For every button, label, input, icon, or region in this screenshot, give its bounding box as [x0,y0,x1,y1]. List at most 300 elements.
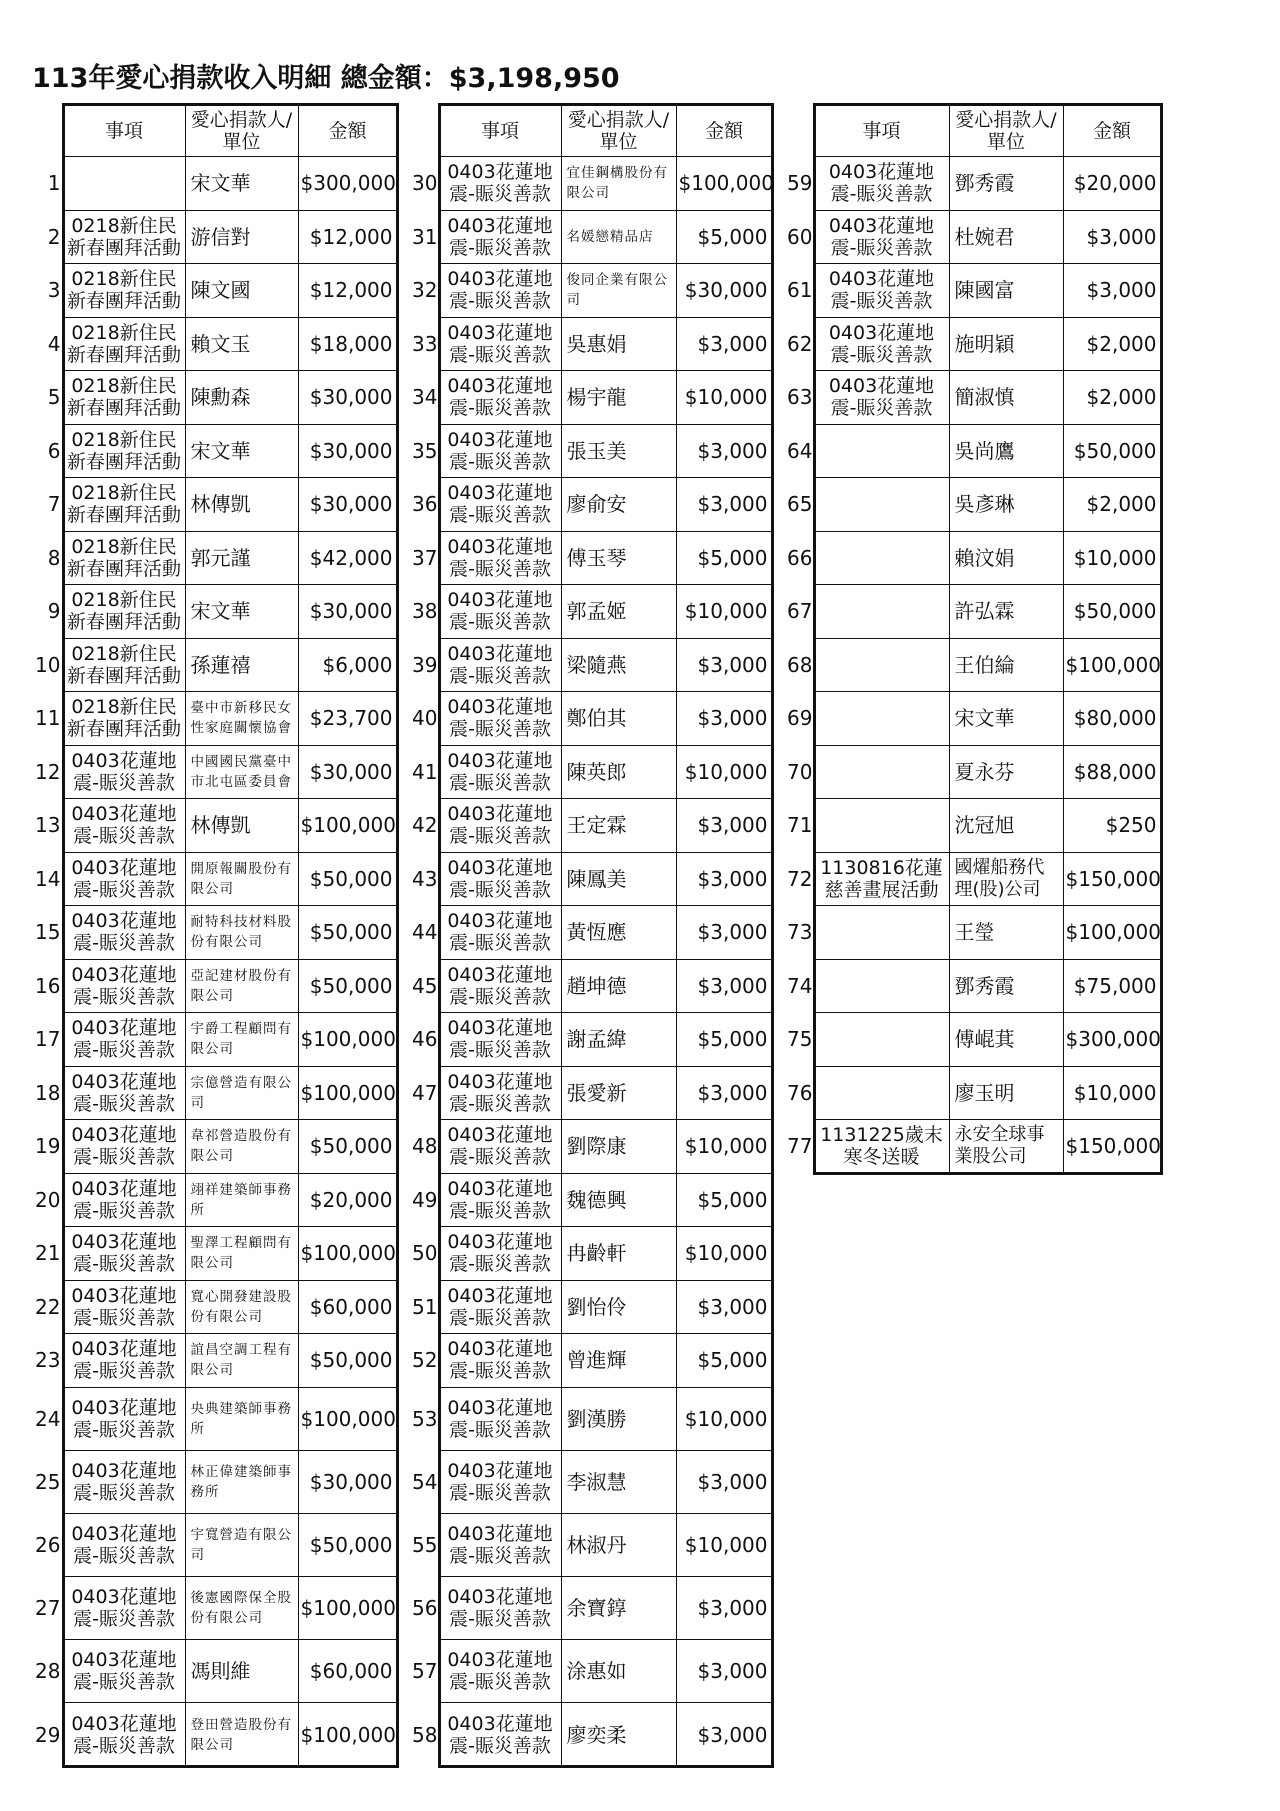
row-number: 46 [412,1027,438,1052]
table-row [29,585,397,639]
table-row [29,1640,397,1703]
amount-cell: $50,000 [298,959,397,1013]
donor-cell: 臺中市新移民女性家庭關懷協會 [185,692,298,746]
event-cell: 0403花蓮地震-賑災善款 [814,157,949,211]
row-number: 21 [35,1241,61,1266]
donor-cell: 宇爵工程顧問有限公司 [185,1013,298,1067]
table-row [410,157,772,211]
donor-cell: 梁隨燕 [561,638,676,692]
donor-cell: 俊同企業有限公司 [561,264,676,318]
donor-cell: 宋文華 [185,157,298,211]
amount-cell: $50,000 [298,852,397,906]
row-number: 64 [787,438,813,463]
donor-cell: 王定霖 [561,799,676,853]
donor-cell: 誼昌空調工程有限公司 [185,1334,298,1388]
table-row [785,264,1161,318]
table-row [410,1513,772,1576]
amount-cell: $30,000 [298,424,397,478]
amount-cell: $3,000 [676,906,772,960]
row-number: 49 [412,1187,438,1212]
amount-cell: $300,000 [1063,1013,1161,1067]
donor-cell: 韋祁營造股份有限公司 [185,1120,298,1174]
event-cell [814,638,949,692]
row-number: 47 [412,1080,438,1105]
amount-cell: $30,000 [298,1450,397,1513]
table-row [410,1280,772,1334]
donor-cell: 謝孟緯 [561,1013,676,1067]
table-row [410,745,772,799]
donor-cell: 宋文華 [949,692,1063,746]
event-cell: 0403花蓮地震-賑災善款 [439,959,561,1013]
table-row [410,799,772,853]
table-row [410,1066,772,1120]
header-donor: 愛心捐款人/單位 [949,105,1063,157]
amount-cell: $250 [1063,799,1161,853]
table-row [410,1173,772,1227]
event-cell: 0403花蓮地震-賑災善款 [439,1173,561,1227]
row-number: 10 [35,652,61,677]
event-cell: 0218新住民新春團拜活動 [63,210,185,264]
header-amount: 金額 [676,105,772,157]
amount-cell: $3,000 [676,1640,772,1703]
row-number: 59 [787,171,813,196]
header-no [785,105,814,157]
donor-cell: 冉齡軒 [561,1227,676,1281]
table-row [29,906,397,960]
donor-cell: 施明穎 [949,317,1063,371]
donor-cell: 王伯綸 [949,638,1063,692]
table-row [29,799,397,853]
donor-cell: 張玉美 [561,424,676,478]
table-row [410,1387,772,1450]
donor-cell: 林淑丹 [561,1513,676,1576]
row-number: 70 [787,759,813,784]
event-cell: 0218新住民新春團拜活動 [63,478,185,532]
event-cell: 0403花蓮地震-賑災善款 [63,1513,185,1576]
row-number: 48 [412,1134,438,1159]
event-cell: 0403花蓮地震-賑災善款 [439,210,561,264]
row-number: 22 [35,1294,61,1319]
amount-cell: $3,000 [676,852,772,906]
table-row [410,1227,772,1281]
event-cell: 0403花蓮地震-賑災善款 [814,317,949,371]
table-row [785,157,1161,211]
row-number: 51 [412,1294,438,1319]
row-number: 42 [412,813,438,838]
amount-cell: $300,000 [298,157,397,211]
event-cell: 0403花蓮地震-賑災善款 [814,210,949,264]
event-cell: 0403花蓮地震-賑災善款 [439,1577,561,1640]
row-number: 66 [787,545,813,570]
row-number: 9 [47,599,61,624]
row-number: 55 [412,1532,438,1557]
row-number: 71 [787,813,813,838]
table-header-row [785,105,1161,157]
table-row [410,585,772,639]
event-cell [814,799,949,853]
amount-cell: $6,000 [298,638,397,692]
donor-cell: 寬心開發建設股份有限公司 [185,1280,298,1334]
event-cell: 0403花蓮地震-賑災善款 [814,264,949,318]
event-cell: 0403花蓮地震-賑災善款 [63,959,185,1013]
event-cell: 0218新住民新春團拜活動 [63,692,185,746]
amount-cell: $30,000 [298,478,397,532]
table-row [29,1120,397,1174]
table-row [410,531,772,585]
event-cell: 0218新住民新春團拜活動 [63,371,185,425]
donor-cell: 吳惠娟 [561,317,676,371]
table-row [410,852,772,906]
event-cell [814,692,949,746]
header-no [410,105,439,157]
donor-cell: 陳勳森 [185,371,298,425]
donor-cell: 楊宇龍 [561,371,676,425]
amount-cell: $10,000 [676,371,772,425]
amount-cell: $30,000 [298,585,397,639]
amount-cell: $30,000 [676,264,772,318]
row-number: 76 [787,1080,813,1105]
donor-cell: 林正偉建築師事務所 [185,1450,298,1513]
donor-cell: 陳文國 [185,264,298,318]
table-row [29,959,397,1013]
event-cell: 0403花蓮地震-賑災善款 [439,799,561,853]
row-number: 7 [47,492,61,517]
header-event: 事項 [814,105,949,157]
row-number: 17 [35,1027,61,1052]
row-number: 31 [412,224,438,249]
header-event: 事項 [63,105,185,157]
header-amount: 金額 [298,105,397,157]
event-cell: 0403花蓮地震-賑災善款 [439,906,561,960]
donor-cell: 賴汶娟 [949,531,1063,585]
amount-cell: $10,000 [1063,1066,1161,1120]
table-row [785,1066,1161,1120]
amount-cell: $150,000 [1063,852,1161,906]
table-row [29,1387,397,1450]
event-cell: 0403花蓮地震-賑災善款 [439,1066,561,1120]
donor-cell: 傅崐萁 [949,1013,1063,1067]
event-cell: 0403花蓮地震-賑災善款 [63,1703,185,1766]
amount-cell: $5,000 [676,1334,772,1388]
table-row [410,1640,772,1703]
table-row [785,424,1161,478]
table-row [785,585,1161,639]
table-row [785,371,1161,425]
event-cell: 0403花蓮地震-賑災善款 [439,157,561,211]
table-row [410,478,772,532]
amount-cell: $100,000 [298,1703,397,1766]
event-cell [814,585,949,639]
row-number: 28 [35,1659,61,1684]
amount-cell: $12,000 [298,264,397,318]
event-cell: 0403花蓮地震-賑災善款 [439,1450,561,1513]
row-number: 29 [35,1722,61,1747]
event-cell: 0403花蓮地震-賑災善款 [439,317,561,371]
table-row [29,1703,397,1766]
donor-cell: 余寶錞 [561,1577,676,1640]
amount-cell: $10,000 [676,585,772,639]
event-cell: 0403花蓮地震-賑災善款 [63,799,185,853]
donor-cell: 曾進輝 [561,1334,676,1388]
header-event: 事項 [439,105,561,157]
amount-cell: $60,000 [298,1640,397,1703]
table-row [29,1227,397,1281]
table-row [29,745,397,799]
row-number: 35 [412,438,438,463]
row-number: 73 [787,920,813,945]
row-number: 8 [47,545,61,570]
event-cell: 0403花蓮地震-賑災善款 [63,1334,185,1388]
event-cell [814,1013,949,1067]
amount-cell: $3,000 [676,424,772,478]
row-number: 56 [412,1596,438,1621]
table-row [785,478,1161,532]
table-row [29,1450,397,1513]
table-row [29,1513,397,1576]
amount-cell: $3,000 [676,1703,772,1766]
row-number: 38 [412,599,438,624]
event-cell: 0403花蓮地震-賑災善款 [63,1013,185,1067]
row-number: 13 [35,813,61,838]
table-row [29,692,397,746]
row-number: 44 [412,920,438,945]
table-row [29,478,397,532]
event-cell: 0403花蓮地震-賑災善款 [439,745,561,799]
table-row [410,264,772,318]
event-cell: 0403花蓮地震-賑災善款 [439,1120,561,1174]
row-number: 19 [35,1134,61,1159]
donor-cell: 廖玉明 [949,1066,1063,1120]
row-number: 6 [47,438,61,463]
donor-cell: 游信對 [185,210,298,264]
amount-cell: $3,000 [676,1066,772,1120]
amount-cell: $30,000 [298,745,397,799]
row-number: 58 [412,1722,438,1747]
donor-cell: 劉際康 [561,1120,676,1174]
donor-cell: 鄧秀霞 [949,157,1063,211]
row-number: 57 [412,1659,438,1684]
table-row [785,852,1161,906]
row-number: 60 [787,224,813,249]
header-amount: 金額 [1063,105,1161,157]
event-cell [814,745,949,799]
amount-cell: $18,000 [298,317,397,371]
row-number: 20 [35,1187,61,1212]
amount-cell: $100,000 [298,1013,397,1067]
amount-cell: $100,000 [1063,638,1161,692]
page-title: 113年愛心捐款收入明細 總金額：$3,198,950 [32,63,620,94]
table-row [410,1703,772,1766]
amount-cell: $100,000 [298,1387,397,1450]
amount-cell: $3,000 [676,1577,772,1640]
event-cell: 1130816花蓮慈善畫展活動 [814,852,949,906]
event-cell: 0403花蓮地震-賑災善款 [439,852,561,906]
table-row [410,1577,772,1640]
amount-cell: $50,000 [298,906,397,960]
event-cell: 0218新住民新春團拜活動 [63,424,185,478]
table-row [410,906,772,960]
donor-cell: 涂惠如 [561,1640,676,1703]
donor-cell: 央典建築師事務所 [185,1387,298,1450]
amount-cell: $5,000 [676,1013,772,1067]
amount-cell: $23,700 [298,692,397,746]
row-number: 63 [787,385,813,410]
table-row [29,371,397,425]
donor-cell: 郭元謹 [185,531,298,585]
donor-cell: 林傳凱 [185,478,298,532]
donor-cell: 宋文華 [185,424,298,478]
event-cell: 0218新住民新春團拜活動 [63,264,185,318]
table-row [29,157,397,211]
event-cell: 0403花蓮地震-賑災善款 [63,1640,185,1703]
donor-cell: 廖奕柔 [561,1703,676,1766]
row-number: 61 [787,278,813,303]
event-cell: 0403花蓮地震-賑災善款 [63,1227,185,1281]
amount-cell: $80,000 [1063,692,1161,746]
donor-cell: 宜佳鋼構股份有限公司 [561,157,676,211]
donor-cell: 宋文華 [185,585,298,639]
donor-cell: 孫蓮禧 [185,638,298,692]
amount-cell: $3,000 [676,959,772,1013]
event-cell: 0403花蓮地震-賑災善款 [439,1640,561,1703]
table-row [29,424,397,478]
amount-cell: $50,000 [298,1334,397,1388]
amount-cell: $75,000 [1063,959,1161,1013]
table-row [29,1577,397,1640]
table-row [410,210,772,264]
event-cell: 0403花蓮地震-賑災善款 [439,264,561,318]
donor-cell: 陳國富 [949,264,1063,318]
row-number: 4 [47,331,61,356]
table-row [29,1013,397,1067]
table-row [29,264,397,318]
event-cell: 0403花蓮地震-賑災善款 [63,1173,185,1227]
row-number: 41 [412,759,438,784]
event-cell: 0218新住民新春團拜活動 [63,585,185,639]
donor-cell: 郭孟姬 [561,585,676,639]
amount-cell: $20,000 [1063,157,1161,211]
donor-cell: 賴文玉 [185,317,298,371]
amount-cell: $2,000 [1063,317,1161,371]
table-row [29,317,397,371]
donor-cell: 後憲國際保全股份有限公司 [185,1577,298,1640]
event-cell [814,478,949,532]
table-header-row [29,105,397,157]
table-row [29,1334,397,1388]
amount-cell: $100,000 [298,1577,397,1640]
table-row [785,638,1161,692]
table-row [29,1066,397,1120]
event-cell: 0218新住民新春團拜活動 [63,638,185,692]
table-row [410,317,772,371]
amount-cell: $10,000 [1063,531,1161,585]
event-cell: 0403花蓮地震-賑災善款 [63,852,185,906]
amount-cell: $60,000 [298,1280,397,1334]
table-row [785,799,1161,853]
donor-cell: 鄧秀霞 [949,959,1063,1013]
event-cell: 1131225歲末寒冬送暖 [814,1120,949,1174]
donor-cell: 鄭伯其 [561,692,676,746]
row-number: 2 [47,224,61,249]
table-row [410,1334,772,1388]
table-row [410,424,772,478]
amount-cell: $10,000 [676,1513,772,1576]
event-cell: 0403花蓮地震-賑災善款 [439,424,561,478]
row-number: 32 [412,278,438,303]
event-cell: 0218新住民新春團拜活動 [63,317,185,371]
amount-cell: $3,000 [676,1450,772,1513]
amount-cell: $3,000 [676,317,772,371]
table-row [29,852,397,906]
amount-cell: $100,000 [298,799,397,853]
donor-cell: 聖澤工程顧問有限公司 [185,1227,298,1281]
row-number: 30 [412,171,438,196]
amount-cell: $88,000 [1063,745,1161,799]
donor-cell: 沈冠旭 [949,799,1063,853]
event-cell: 0403花蓮地震-賑災善款 [63,906,185,960]
amount-cell: $30,000 [298,371,397,425]
event-cell: 0403花蓮地震-賑災善款 [439,371,561,425]
event-cell: 0403花蓮地震-賑災善款 [439,638,561,692]
donor-cell: 杜婉君 [949,210,1063,264]
row-number: 40 [412,706,438,731]
table-row [29,210,397,264]
row-number: 15 [35,920,61,945]
event-cell: 0403花蓮地震-賑災善款 [63,1450,185,1513]
donor-cell: 簡淑慎 [949,371,1063,425]
amount-cell: $3,000 [676,478,772,532]
table-row [29,638,397,692]
event-cell: 0403花蓮地震-賑災善款 [439,692,561,746]
amount-cell: $100,000 [1063,906,1161,960]
table-row [410,371,772,425]
amount-cell: $5,000 [676,531,772,585]
row-number: 37 [412,545,438,570]
donor-cell: 黃恆應 [561,906,676,960]
row-number: 45 [412,973,438,998]
event-cell [814,424,949,478]
table-row [785,959,1161,1013]
table-row [785,745,1161,799]
donor-cell: 吳彥琳 [949,478,1063,532]
header-donor: 愛心捐款人/單位 [561,105,676,157]
event-cell: 0403花蓮地震-賑災善款 [63,1577,185,1640]
amount-cell: $100,000 [676,157,772,211]
amount-cell: $50,000 [298,1120,397,1174]
row-number: 36 [412,492,438,517]
donor-cell: 中國國民黨臺中市北屯區委員會 [185,745,298,799]
table-row [785,1120,1161,1174]
amount-cell: $42,000 [298,531,397,585]
amount-cell: $3,000 [676,692,772,746]
donation-table-2 [410,104,773,1767]
event-cell [63,157,185,211]
amount-cell: $100,000 [298,1227,397,1281]
event-cell: 0403花蓮地震-賑災善款 [439,1387,561,1450]
row-number: 3 [47,278,61,303]
event-cell: 0403花蓮地震-賑災善款 [439,1334,561,1388]
donor-cell: 登田營造股份有限公司 [185,1703,298,1766]
event-cell [814,1066,949,1120]
amount-cell: $3,000 [676,1280,772,1334]
row-number: 75 [787,1027,813,1052]
header-donor: 愛心捐款人/單位 [185,105,298,157]
row-number: 43 [412,866,438,891]
event-cell [814,906,949,960]
donor-cell: 李淑慧 [561,1450,676,1513]
event-cell: 0403花蓮地震-賑災善款 [63,1120,185,1174]
donation-table-1 [29,104,398,1767]
